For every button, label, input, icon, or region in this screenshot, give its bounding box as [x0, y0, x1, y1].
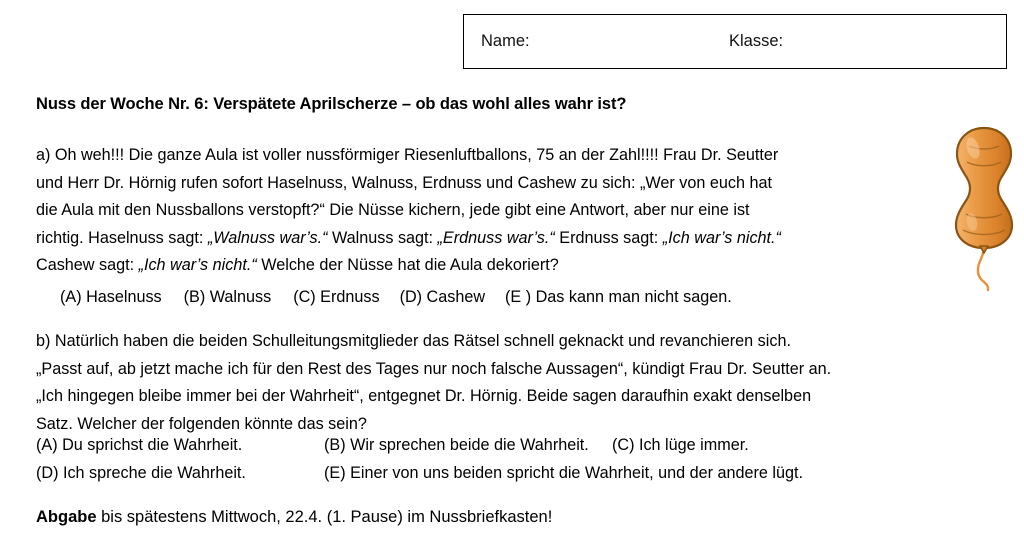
- task-b-text: [36, 328, 996, 438]
- task-a-options: [60, 288, 732, 307]
- task-a-option-a[interactable]: (A) Haselnuss: [60, 288, 162, 306]
- task-a-line-4-part-3: Erdnuss sagt:: [554, 228, 663, 247]
- task-a-text: [36, 142, 931, 280]
- task-b-line-2: „Passt auf, ab jetzt mache ich für den Rest des Tages nur noch falsche Aussagen“, kündigt Frau Dr. Seutter an.: [36, 359, 832, 378]
- task-a-line-3: die Aula mit den Nussballons verstopft?“ Die Nüsse kichern, jede gibt eine Antwort, aber nur eine ist: [36, 201, 750, 219]
- task-b-option-c[interactable]: (C) Ich lüge immer.: [612, 436, 749, 454]
- task-a-quote-4: „Ich war’s nicht.“: [138, 256, 257, 274]
- task-b-options-row-2: [36, 460, 803, 488]
- task-b-option-a[interactable]: (A) Du sprichst die Wahrheit.: [36, 436, 243, 454]
- task-a-option-c[interactable]: (C) Erdnuss: [293, 288, 380, 306]
- submission-note-rest: bis spätestens Mittwoch, 22.4. (1. Pause) im Nussbriefkasten!: [96, 508, 553, 526]
- task-b-option-d[interactable]: (D) Ich spreche die Wahrheit.: [36, 463, 246, 482]
- task-a-option-b[interactable]: (B) Walnuss: [183, 288, 272, 306]
- submission-note-bold: Abgabe: [36, 508, 97, 526]
- task-a-line-4: [36, 225, 931, 253]
- task-b-options: [36, 432, 803, 487]
- class-label: Klasse:: [729, 32, 784, 50]
- student-info-box: [463, 14, 1007, 69]
- task-a-quote-2: „Erdnuss war’s.“: [437, 228, 555, 247]
- task-a-quote-1: „Walnuss war’s.“: [207, 228, 328, 247]
- task-a-line-5-part-2: Welche der Nüsse hat die Aula dekoriert?: [256, 256, 559, 274]
- peanut-balloon-svg: [947, 122, 1021, 294]
- task-b-line-3: „Ich hingegen bleibe immer bei der Wahrheit“, entgegnet Dr. Hörnig. Beide sagen daraufhin exakt denselben: [36, 387, 812, 405]
- task-a-line-2: und Herr Dr. Hörnig rufen sofort Haselnuss, Walnuss, Erdnuss und Cashew zu sich: „Wer von euch hat: [36, 173, 772, 192]
- task-a-line-5: [36, 252, 931, 280]
- task-a-line-5-part-1: Cashew sagt:: [36, 256, 139, 274]
- submission-note: [36, 508, 552, 527]
- task-a-line-1: a) Oh weh!!! Die ganze Aula ist voller nussförmiger Riesenluftballons, 75 an der Zahl!!!! Frau Dr. Seutter: [36, 146, 779, 164]
- task-a-line-4-part-1: richtig. Haselnuss sagt:: [36, 228, 208, 247]
- task-b-option-e[interactable]: (E) Einer von uns beiden spricht die Wahrheit, und der andere lügt.: [324, 463, 804, 482]
- task-a-quote-3: „Ich war’s nicht.“: [662, 228, 781, 247]
- page-title: Nuss der Woche Nr. 6: Verspätete Aprilscherze – ob das wohl alles wahr ist?: [36, 95, 627, 113]
- task-b-options-row-1: [36, 432, 803, 460]
- task-b-line-1: b) Natürlich haben die beiden Schulleitungsmitglieder das Rätsel schnell geknackt und revanchieren sich.: [36, 332, 791, 350]
- task-b-option-b[interactable]: (B) Wir sprechen beide die Wahrheit.: [324, 436, 589, 454]
- task-b-line-4: Satz. Welcher der folgenden könnte das sein?: [36, 414, 367, 433]
- name-label: Name:: [481, 32, 530, 50]
- task-a-option-d[interactable]: (D) Cashew: [399, 288, 486, 306]
- task-a-line-4-part-2: Walnuss sagt:: [327, 228, 438, 247]
- peanut-balloon-icon: [947, 122, 1021, 294]
- task-a-option-e[interactable]: (E ) Das kann man nicht sagen.: [505, 288, 732, 306]
